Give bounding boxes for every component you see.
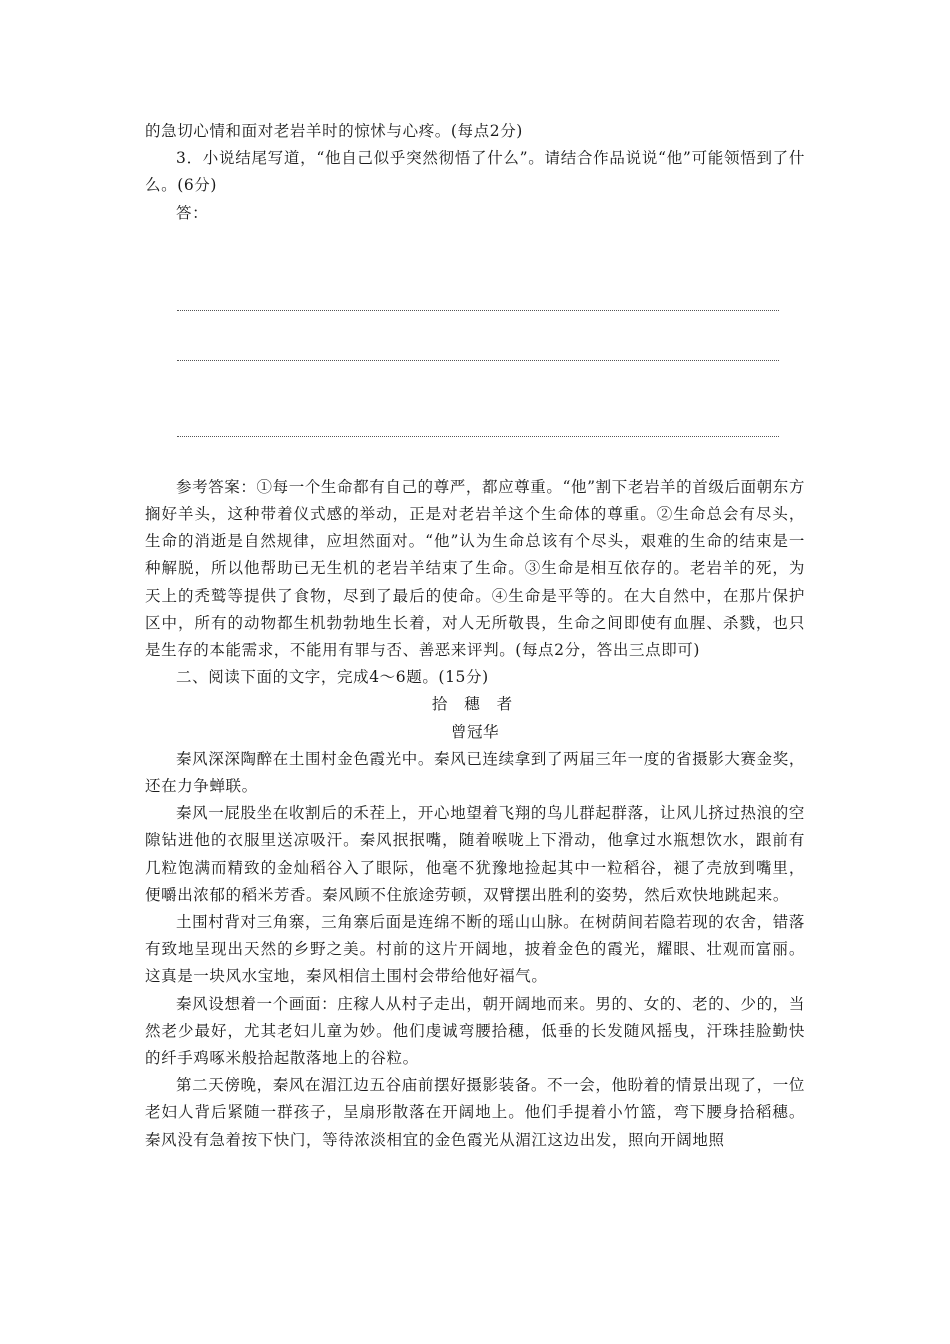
- answer-writing-area[interactable]: [145, 227, 805, 474]
- reference-answer: 参考答案：①每一个生命都有自己的尊严，都应尊重。“他”割下老岩羊的首级后面朝东方搁好羊头，这种带着仪式感的举动，正是对老岩羊这个生命体的尊重。②生命总会有尽头，生命的消逝是自然规律，应坦然面对。“他”认为生命总该有个尽头，艰难的生命的结束是一种解脱，所以他帮助已无生机的老岩羊结束了生命。③生命是相互依存的。老岩羊的死，为天上的秃鹫等提供了食物，尽到了最后的使命。④生命是平等的。在大自然中，在那片保护区中，所有的动物都生机勃勃地生长着，对人无所敬畏，生命之间即使有血腥、杀戮，也只是生存的本能需求，不能用有罪与否、善恶来评判。(每点2分，答出三点即可): [145, 477, 805, 660]
- question-3: 3．小说结尾写道，“他自己似乎突然彻悟了什么”。请结合作品说说“他”可能领悟到了什么。(6分): [145, 149, 805, 195]
- story-paragraph: 秦风一屁股坐在收割后的禾茬上，开心地望着飞翔的鸟儿群起群落，让风儿挤过热浪的空隙钻进他的衣服里送凉吸汗。秦风抿抿嘴，随着喉咙上下滑动，他拿过水瓶想饮水，跟前有几粒饱满而精致的金灿稻谷入了眼际，他毫不犹豫地捡起其中一粒稻谷，褪了壳放到嘴里，便嚼出浓郁的稻米芳香。秦风顾不住旅途劳顿，双臂摆出胜利的姿势，然后欢快地跳起来。: [145, 804, 805, 904]
- answer-line: [177, 436, 779, 437]
- answer-line: [177, 310, 779, 311]
- answer-line: [177, 360, 779, 361]
- story-author: 曾冠华: [450, 722, 500, 741]
- story-paragraph: 秦风设想着一个画面：庄稼人从村子走出，朝开阔地而来。男的、女的、老的、少的，当然老少最好，尤其老妇儿童为妙。他们虔诚弯腰拾穗，低垂的长发随风摇曳，汗珠挂脸勤快的纤手鸡啄米般拾起散落地上的谷粒。: [145, 994, 805, 1068]
- section-heading: 二、阅读下面的文字，完成4～6题。(15分): [176, 668, 489, 687]
- story-paragraph: 第二天傍晚，秦风在湄江边五谷庙前摆好摄影装备。不一会，他盼着的情景出现了，一位老妇人背后紧随一群孩子，呈扇形散落在开阔地上。他们手提着小竹篮，弯下腰身拾稻穗。秦风没有急着按下快门，等待浓淡相宜的金色霞光从湄江这边出发，照向开阔地照: [145, 1076, 805, 1149]
- story-paragraph: 秦风深深陶醉在土围村金色霞光中。秦风已连续拿到了两届三年一度的省摄影大赛金奖，还在力争蝉联。: [145, 749, 805, 796]
- answer-fragment-line: 的急切心情和面对老岩羊时的惊怵与心疼。(每点2分): [145, 122, 523, 140]
- story-paragraph: 土围村背对三角寨，三角寨后面是连绵不断的瑶山山脉。在树荫间若隐若现的农舍，错落有致地呈现出天然的乡野之美。村前的这片开阔地，披着金色的霞光，耀眼、壮观而富丽。这真是一块风水宝地，秦风相信土围村会带给他好福气。: [145, 913, 805, 986]
- answer-label: 答：: [176, 203, 209, 222]
- story-title: 拾 穗 者: [431, 695, 519, 714]
- document-page: [145, 118, 805, 1154]
